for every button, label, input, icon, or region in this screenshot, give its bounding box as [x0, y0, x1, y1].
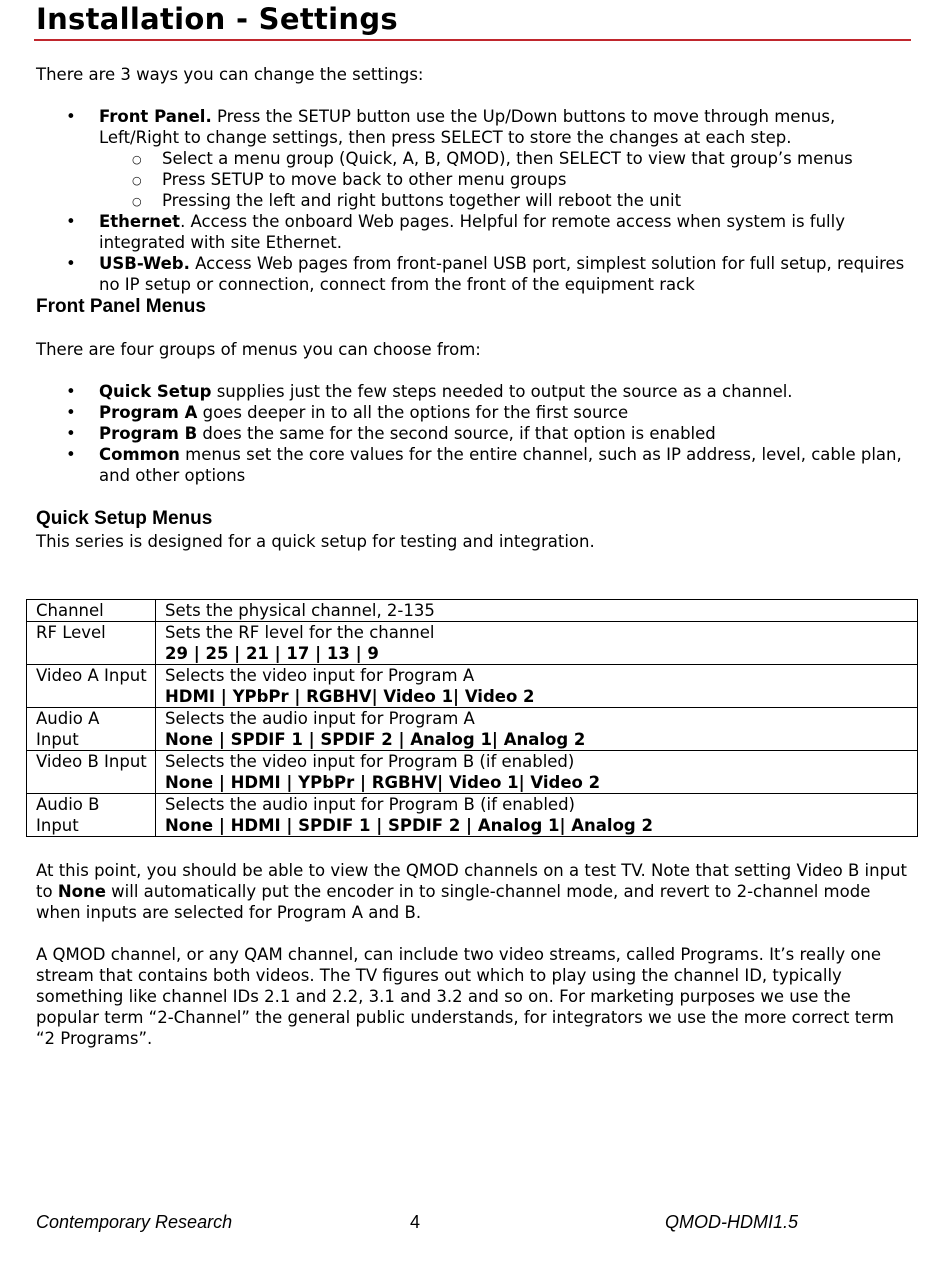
item-label: Common	[99, 445, 180, 464]
menu-groups-list	[36, 381, 916, 486]
item-text: supplies just the few steps needed to output the source as a channel.	[211, 382, 793, 401]
setting-name: Video A Input	[27, 665, 156, 708]
setting-options: None | HDMI | SPDIF 1 | SPDIF 2 | Analog 1| Analog 2	[165, 816, 653, 835]
item-label: Program A	[99, 403, 198, 422]
item-text: . Access the onboard Web pages. Helpful for remote access when system is fully integrated with site Ethernet.	[99, 212, 845, 252]
table-row	[27, 600, 918, 622]
setting-name: Channel	[27, 600, 156, 622]
footer-company: Contemporary Research	[36, 1212, 233, 1232]
table-row	[27, 751, 918, 794]
item-text: goes deeper in to all the options for the first source	[197, 403, 629, 422]
setting-name: Audio B Input	[27, 794, 156, 837]
item-text: does the same for the second source, if that option is enabled	[197, 424, 716, 443]
setting-desc-text: Selects the audio input for Program B (if enabled)	[165, 795, 575, 814]
table-row	[27, 665, 918, 708]
paragraph-text: At this point, you should be able to view the QMOD channels on a test TV. Note that setting Video B input to	[36, 861, 908, 901]
list-item	[36, 211, 916, 253]
title-rule	[34, 39, 911, 41]
main-content	[36, 64, 916, 552]
intro-text: There are 3 ways you can change the settings:	[36, 65, 424, 84]
setting-desc-text: Selects the video input for Program A	[165, 666, 475, 685]
list-item	[36, 381, 916, 402]
setting-options: None | HDMI | YPbPr | RGBHV| Video 1| Video 2	[165, 773, 601, 792]
setting-description	[156, 622, 918, 665]
item-label: Ethernet	[99, 212, 181, 231]
front-panel-sublist	[99, 148, 916, 211]
list-item	[36, 106, 916, 211]
list-item: ○ Press SETUP to move back to other menu groups	[99, 169, 916, 190]
section-intro: There are four groups of menus you can choose from:	[36, 340, 481, 359]
table-row	[27, 794, 918, 837]
item-label: Quick Setup	[99, 382, 212, 401]
footer-page-number: 4	[410, 1212, 421, 1232]
list-item: ○ Pressing the left and right buttons together will reboot the unit	[99, 190, 916, 211]
quick-setup-table	[26, 599, 918, 837]
item-text: Access Web pages from front-panel USB port, simplest solution for full setup, requires no IP setup or connection, connect from the front of the equipment rack	[99, 254, 905, 294]
setting-description	[156, 665, 918, 708]
setting-desc-text: Sets the RF level for the channel	[165, 623, 435, 642]
emphasis-none: None	[57, 882, 106, 901]
paragraph: A QMOD channel, or any QAM channel, can include two video streams, called Programs. It’s really one stream that contains both videos. The TV figures out which to play using the channel ID, typically something like channel IDs 2.1 and 2.2, 3.1 and 3.2 and so on. For marketing purposes we use the popular term “2-Channel” the general public understands, for integrators we use the more correct term “2 Programs”.	[36, 945, 894, 1048]
setting-options: HDMI | YPbPr | RGBHV| Video 1| Video 2	[165, 687, 535, 706]
closing-text	[36, 860, 916, 1049]
item-text: Press the SETUP button use the Up/Down buttons to move through menus, Left/Right to change settings, then press SELECT to store the changes at each step.	[99, 107, 836, 147]
section-heading-front-panel-menus: Front Panel Menus	[36, 296, 206, 317]
item-label: Front Panel.	[99, 107, 212, 126]
item-label: USB-Web.	[99, 254, 190, 273]
list-item	[36, 423, 916, 444]
settings-methods-list	[36, 106, 916, 295]
table-row	[27, 708, 918, 751]
paragraph-text: will automatically put the encoder in to single-channel mode, and revert to 2-channel mode when inputs are selected for Program A and B.	[36, 882, 871, 922]
setting-description	[156, 751, 918, 794]
setting-name: Video B Input	[27, 751, 156, 794]
setting-description	[156, 600, 918, 622]
item-label: Program B	[99, 424, 198, 443]
setting-name: Audio A Input	[27, 708, 156, 751]
section-intro: This series is designed for a quick setup for testing and integration.	[36, 532, 595, 551]
setting-description	[156, 708, 918, 751]
footer-product: QMOD-HDMI1.5	[665, 1212, 799, 1232]
setting-desc-text: Sets the physical channel, 2-135	[165, 601, 435, 620]
setting-desc-text: Selects the video input for Program B (if enabled)	[165, 752, 575, 771]
paragraph	[36, 860, 916, 923]
list-item: ○ Select a menu group (Quick, A, B, QMOD), then SELECT to view that group’s menus	[99, 148, 916, 169]
setting-description	[156, 794, 918, 837]
list-item	[36, 253, 916, 295]
item-text: menus set the core values for the entire channel, such as IP address, level, cable plan, and other options	[99, 445, 902, 485]
table-row	[27, 622, 918, 665]
setting-desc-text: Selects the audio input for Program A	[165, 709, 475, 728]
setting-options: None | SPDIF 1 | SPDIF 2 | Analog 1| Analog 2	[165, 730, 586, 749]
list-item	[36, 444, 916, 486]
section-heading-quick-setup-menus: Quick Setup Menus	[36, 508, 213, 529]
list-item	[36, 402, 916, 423]
page-title: Installation - Settings	[36, 2, 398, 36]
setting-name: RF Level	[27, 622, 156, 665]
setting-options: 29 | 25 | 21 | 17 | 13 | 9	[165, 644, 379, 663]
